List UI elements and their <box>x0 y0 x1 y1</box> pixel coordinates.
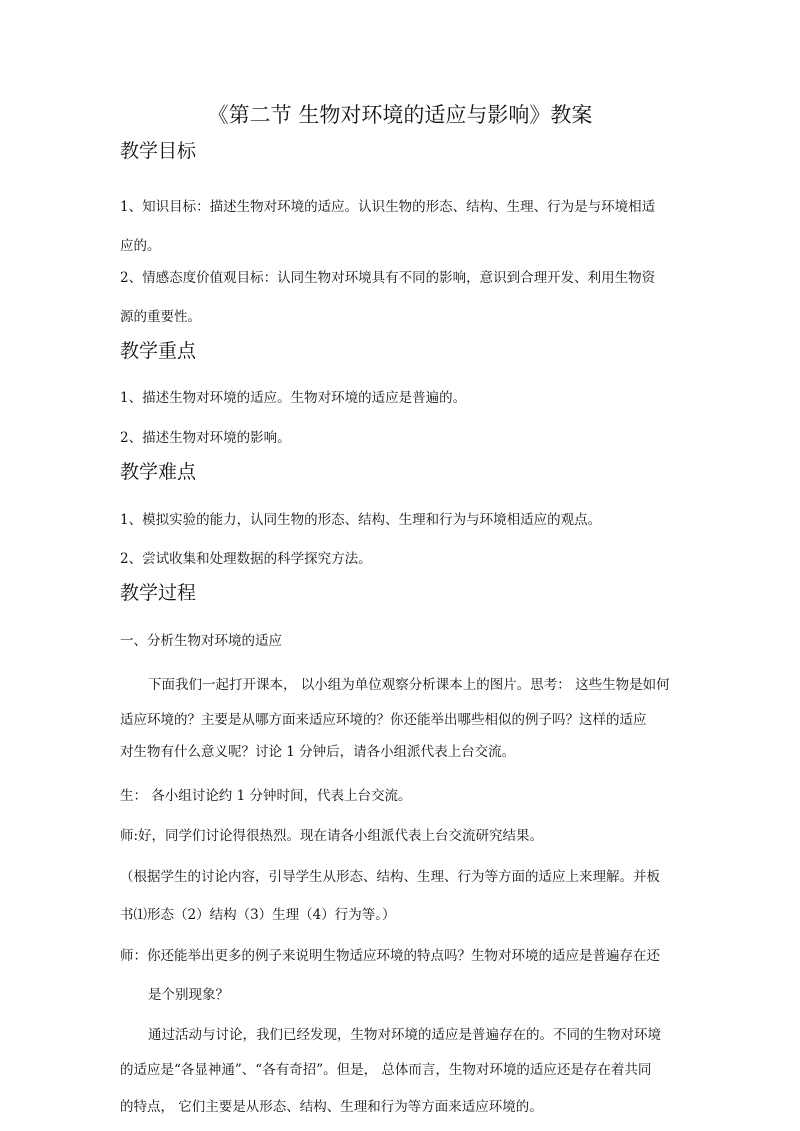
heading-process: 教学过程 <box>120 582 197 604</box>
paragraph-line: 的特点， 它们主要是从形态、结构、生理和行为等方面来适应环境的。 <box>120 1099 543 1115</box>
paragraph-line: 对生物有什么意义呢？讨论 1 分钟后，请各小组派代表上台交流。 <box>120 744 516 760</box>
dialogue-teacher: 师:好，同学们讨论得很热烈。现在请各小组派代表上台交流研究结果。 <box>120 828 544 844</box>
objective-line: 2、情感态度价值观目标：认同生物对环境具有不同的影响，意识到合理开发、利用生物资 <box>120 270 656 286</box>
document-title: 《第二节 生物对环境的适应与影响》教案 <box>207 103 593 127</box>
note-line: （根据学生的讨论内容，引导学生从形态、结构、生理、行为等方面的适应上来理解。并板 <box>120 869 660 885</box>
paragraph-line: 适应环境的？主要是从哪方面来适应环境的？你还能举出哪些相似的例子吗？这样的适应 <box>120 712 647 728</box>
key-point-line: 1、描述生物对环境的适应。生物对环境的适应是普遍的。 <box>120 390 467 406</box>
paragraph-line: 下面我们一起打开课本， 以小组为单位观察分析课本上的图片。思考： 这些生物是如何 <box>148 677 670 693</box>
paragraph-line: 通过活动与讨论，我们已经发现，生物对环境的适应是普遍存在的。不同的生物对环境 <box>148 1027 661 1043</box>
heading-difficulties: 教学难点 <box>120 461 197 483</box>
section-title: 一、分析生物对环境的适应 <box>120 633 282 649</box>
key-point-line: 2、描述生物对环境的影响。 <box>120 430 291 446</box>
objective-line: 1、知识目标：描述生物对环境的适应。认识生物的形态、结构、生理、行为是与环境相适 <box>120 199 656 215</box>
dialogue-teacher: 师：你还能举出更多的例子来说明生物适应环境的特点吗？生物对环境的适应是普遍存在还 <box>120 948 660 964</box>
difficulty-line: 2、尝试收集和处理数据的科学探究方法。 <box>120 551 372 567</box>
heading-key-points: 教学重点 <box>120 340 197 362</box>
objective-line: 应的。 <box>120 238 161 254</box>
note-line: 书⑴形态（2）结构（3）生理（4）行为等。） <box>120 907 396 923</box>
objective-line: 源的重要性。 <box>120 309 201 325</box>
paragraph-line: 的适应是“各显神通”、“各有奇招”。但是， 总体而言，生物对环境的适应还是存在着共同 <box>120 1062 652 1078</box>
dialogue-teacher-cont: 是个别现象？ <box>148 987 229 1003</box>
heading-objectives: 教学目标 <box>120 140 197 162</box>
difficulty-line: 1、模拟实验的能力，认同生物的形态、结构、生理和行为与环境相适应的观点。 <box>120 512 602 528</box>
dialogue-student: 生： 各小组讨论约 1 分钟时间，代表上台交流。 <box>120 788 412 804</box>
